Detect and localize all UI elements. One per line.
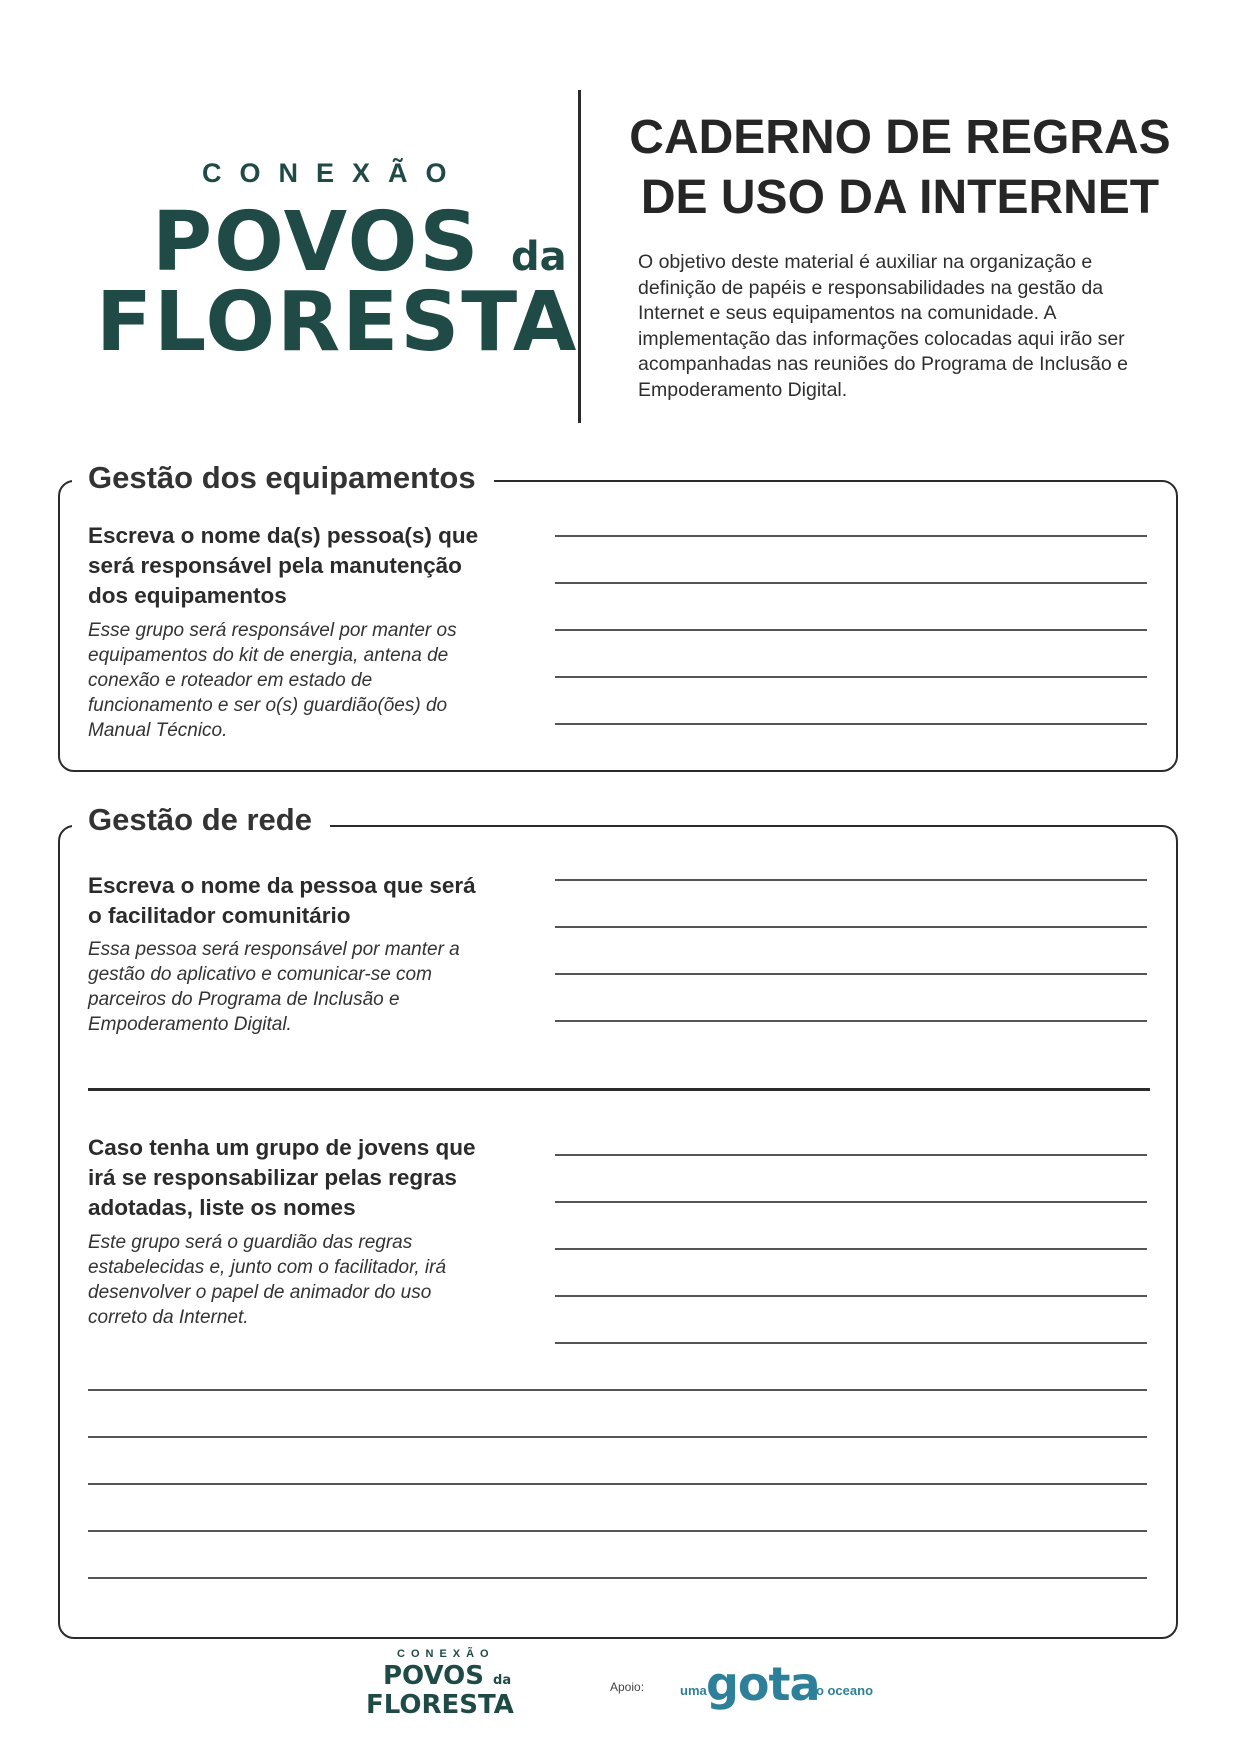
- footer-logo-povos-word: POVOS: [383, 1661, 484, 1691]
- youth-answer-line-5[interactable]: [555, 1342, 1147, 1344]
- facilitator-answer-line-1[interactable]: [555, 879, 1147, 881]
- facilitator-answer-line-2[interactable]: [555, 926, 1147, 928]
- equipment-question: Escreva o nome da(s) pessoa(s) que será responsável pela manutenção dos equipamentos: [88, 523, 479, 608]
- equipment-description: Esse grupo será responsável por manter os equipamentos do kit de energia, antena de conexão e roteador em estado de funcionamento e ser o(s) guardião(ões) do Manual Técnico.: [88, 620, 457, 741]
- facilitator-question: Escreva o nome da pessoa que será o facilitador comunitário: [88, 873, 476, 928]
- youth-answer-line-6[interactable]: [88, 1389, 1147, 1391]
- header-divider: [578, 90, 581, 423]
- equipment-answer-line-2[interactable]: [555, 582, 1147, 584]
- equipment-answer-line-5[interactable]: [555, 723, 1147, 725]
- youth-answer-line-2[interactable]: [555, 1201, 1147, 1203]
- footer-logo-conexao: CONEXÃO: [397, 1648, 495, 1660]
- youth-answer-line-7[interactable]: [88, 1436, 1147, 1438]
- youth-answer-line-9[interactable]: [88, 1530, 1147, 1532]
- logo-conexao-text: CONEXÃO: [202, 158, 465, 188]
- section-divider: [88, 1088, 1150, 1091]
- facilitator-answer-line-3[interactable]: [555, 973, 1147, 975]
- footer-gota-suffix: no oceano: [808, 1683, 874, 1698]
- youth-group-question: Caso tenha um grupo de jovens que irá se responsabilizar pelas regras adotadas, liste os nomes: [88, 1135, 476, 1220]
- facilitator-answer-line-4[interactable]: [555, 1020, 1147, 1022]
- equipment-answer-line-1[interactable]: [555, 535, 1147, 537]
- equipment-answer-line-4[interactable]: [555, 676, 1147, 678]
- youth-group-description: Este grupo será o guardião das regras estabelecidas e, junto com o facilitador, irá desenvolver o papel de animador do uso correto da Internet.: [88, 1232, 447, 1328]
- footer-gota-logo: gota: [706, 1657, 820, 1711]
- youth-answer-line-4[interactable]: [555, 1295, 1147, 1297]
- logo-da-word: da: [510, 234, 567, 280]
- logo-povos-word: POVOS: [152, 195, 481, 290]
- footer-logo-floresta: FLORESTA: [366, 1690, 514, 1720]
- equipment-answer-line-3[interactable]: [555, 629, 1147, 631]
- youth-answer-line-1[interactable]: [555, 1154, 1147, 1156]
- footer-gota-prefix: uma: [680, 1683, 707, 1698]
- page-title-line1: CADERNO DE REGRAS: [629, 111, 1171, 164]
- page-title: [600, 108, 1200, 228]
- footer-logo-povos: [383, 1661, 511, 1691]
- logo-floresta-text: FLORESTA: [96, 275, 579, 370]
- facilitator-description: Essa pessoa será responsável por manter a gestão do aplicativo e comunicar-se com parceiros do Programa de Inclusão e Empoderamento Digital.: [88, 939, 460, 1035]
- page-title-line2: DE USO DA INTERNET: [640, 171, 1160, 224]
- intro-paragraph: O objetivo deste material é auxiliar na organização e definição de papéis e responsabilidades na gestão da Internet e seus equipamentos na comunidade. A implementação das informações colocadas aqui irão ser acompanhadas nas reuniões do Programa de Inclusão e Empoderamento Digital.: [638, 251, 1128, 401]
- footer-logo-da-word: da: [493, 1673, 512, 1688]
- section-network-title: Gestão de rede: [72, 802, 330, 838]
- youth-answer-line-8[interactable]: [88, 1483, 1147, 1485]
- section-equipment-title: Gestão dos equipamentos: [72, 460, 494, 496]
- youth-answer-line-10[interactable]: [88, 1577, 1147, 1579]
- youth-answer-line-3[interactable]: [555, 1248, 1147, 1250]
- footer-apoio-label: Apoio:: [610, 1680, 645, 1694]
